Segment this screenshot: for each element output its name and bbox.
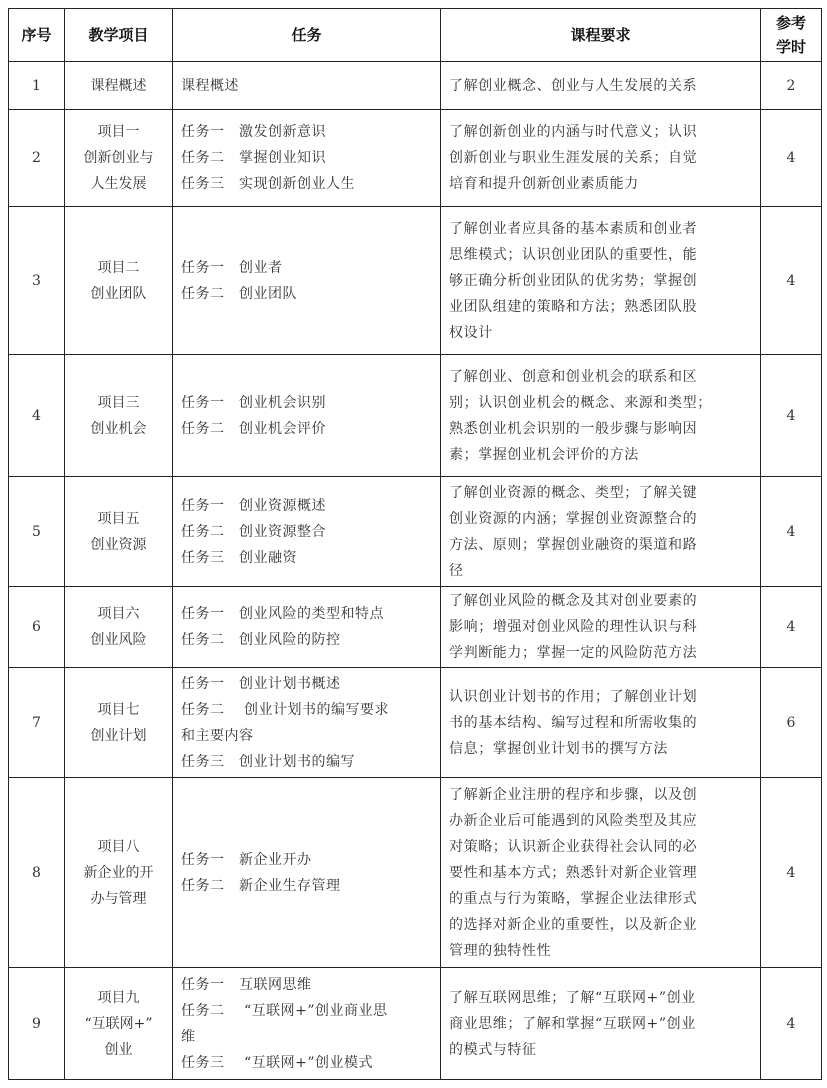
table-row [9,968,822,1080]
header-row [9,9,822,62]
row-number: 4 [9,355,65,477]
requirement-line: 学判断能力；掌握一定的风险防范方法 [449,645,698,661]
project-line: 创新创业与 [83,150,154,166]
project-cell [65,668,173,778]
task-line: 任务二 “互联网+”创业商业思 [181,1002,388,1019]
project-cell [65,477,173,587]
requirement-line: 思维模式；认识创业团队的重要性，能 [449,246,698,263]
requirements-cell [441,207,761,355]
hours-cell: 6 [761,668,822,778]
table-row [9,477,822,587]
requirement-line: 权设计 [449,324,493,341]
requirement-line: 了解互联网思维；了解“互联网+”创业 [449,989,696,1006]
requirement-line: 了解创业概念、创业与人生发展的关系 [449,77,698,94]
project-cell [65,110,173,207]
task-line: 任务三 创业融资 [181,549,297,566]
requirement-line: 了解创新创业的内涵与时代意义；认识 [449,124,698,140]
header-no: 序号 [9,9,65,62]
project-cell [65,778,173,968]
header-hours-label: 参考学时 [776,14,807,56]
requirement-line: 创业资源的内涵；掌握创业资源整合的 [449,510,698,527]
requirements-cell [441,477,761,587]
hours-cell: 4 [761,778,822,968]
header-project: 教学项目 [65,9,173,62]
requirement-line: 方法、原则；掌握创业融资的渠道和路 [449,536,698,553]
hours-cell: 4 [761,207,822,355]
tasks-cell [173,207,441,355]
requirement-line: 管理的独特性性 [449,942,552,959]
requirement-line: 素；掌握创业机会评价的方法 [449,446,639,463]
project-cell [65,207,173,355]
requirements-cell [441,62,761,110]
task-line: 任务一 激发创新意识 [181,124,326,140]
course-table [8,8,822,1080]
requirement-line: 够正确分析创业团队的优劣势；掌握创 [449,272,698,289]
task-line: 任务一 创业机会识别 [181,394,326,411]
table-row [9,355,822,477]
project-line: 课程概述 [90,77,147,94]
project-line: 新企业的开 [83,864,154,881]
requirements-cell [441,110,761,207]
row-number: 5 [9,477,65,587]
task-line: 任务一 新企业开办 [181,851,312,868]
project-line: 项目一 [97,124,140,140]
requirement-line: 商业思维；了解和掌握“互联网+”创业 [449,1015,696,1032]
project-cell [65,968,173,1080]
requirement-line: 影响；增强对创业风险的理性认识与科 [449,619,698,635]
project-line: 项目八 [97,838,140,855]
requirement-line: 的选择对新企业的重要性，以及新企业 [449,916,698,933]
row-number: 8 [9,778,65,968]
table-row [9,587,822,668]
task-line: 任务一 创业计划书概述 [181,675,341,692]
requirements-cell [441,668,761,778]
requirement-line: 的模式与特征 [449,1041,537,1058]
project-line: 项目二 [97,259,140,276]
table-row [9,110,822,207]
task-line: 任务一 创业资源概述 [181,497,326,514]
requirement-line: 要性和基本方式；熟悉针对新企业管理 [449,864,698,881]
tasks-cell [173,968,441,1080]
task-line: 任务一 创业者 [181,259,283,276]
row-number: 1 [9,62,65,110]
requirement-line: 业团队组建的策略和方法；熟悉团队股 [449,298,698,315]
task-line: 任务二 掌握创业知识 [181,150,326,166]
task-line: 任务二 创业资源整合 [181,523,326,540]
project-line: 项目六 [97,606,140,622]
project-line: 项目七 [97,701,140,718]
table-row [9,778,822,968]
header-requirements: 课程要求 [441,9,761,62]
requirement-line: 径 [449,562,464,579]
row-number: 2 [9,110,65,207]
project-cell [65,587,173,668]
task-line: 任务三 实现创新创业人生 [181,176,355,192]
requirement-line: 了解创业资源的概念、类型；了解关键 [449,484,698,501]
project-line: 办与管理 [90,890,147,907]
hours-cell: 2 [761,62,822,110]
task-line: 任务二 创业团队 [181,285,297,302]
requirement-line: 的重点与行为策略，掌握企业法律形式 [449,890,698,907]
tasks-cell [173,62,441,110]
project-line: 项目九 [97,989,140,1006]
tasks-cell [173,778,441,968]
requirement-line: 办新企业后可能遇到的风险类型及其应 [449,812,698,829]
task-line: 任务二 创业风险的防控 [181,632,341,648]
row-number: 6 [9,587,65,668]
requirement-line: 熟悉创业机会识别的一般步骤与影响因 [449,420,698,437]
task-line: 任务二 创业机会评价 [181,420,326,437]
task-line: 任务一 创业风险的类型和特点 [181,606,384,622]
requirements-cell [441,968,761,1080]
requirements-cell [441,778,761,968]
task-line: 任务三 创业计划书的编写 [181,753,355,770]
requirements-cell [441,355,761,477]
task-line: 任务一 互联网思维 [181,976,312,993]
project-line: “互联网+” [84,1015,153,1032]
requirement-line: 了解新企业注册的程序和步骤，以及创 [449,786,698,803]
task-line: 任务三 “互联网+”创业模式 [181,1054,373,1071]
project-line: 人生发展 [90,176,147,192]
project-line: 创业风险 [90,632,147,648]
tasks-cell [173,587,441,668]
requirement-line: 对策略；认识新企业获得社会认同的必 [449,838,698,855]
hours-cell: 4 [761,110,822,207]
requirement-line: 信息；掌握创业计划书的撰写方法 [449,740,668,757]
requirement-line: 创新创业与职业生涯发展的关系；自觉 [449,150,698,166]
hours-cell: 4 [761,968,822,1080]
table-row [9,668,822,778]
row-number: 3 [9,207,65,355]
hours-cell: 4 [761,477,822,587]
project-cell [65,62,173,110]
requirement-line: 书的基本结构、编写过程和所需收集的 [449,714,698,731]
requirement-line: 别；认识创业机会的概念、来源和类型； [449,394,712,411]
requirement-line: 了解创业、创意和创业机会的联系和区 [449,368,698,385]
project-line: 项目五 [97,510,140,527]
task-line: 维 [181,1028,196,1045]
project-line: 创业团队 [90,285,147,302]
table-row [9,207,822,355]
task-line: 课程概述 [181,77,239,94]
hours-cell: 4 [761,355,822,477]
task-line: 任务二 创业计划书的编写要求 [181,701,389,718]
row-number: 7 [9,668,65,778]
requirement-line: 了解创业者应具备的基本素质和创业者 [449,220,698,237]
task-line: 和主要内容 [181,727,254,744]
project-line: 项目三 [97,394,140,411]
requirements-cell [441,587,761,668]
project-cell [65,355,173,477]
hours-cell: 4 [761,587,822,668]
tasks-cell [173,355,441,477]
requirement-line: 培育和提升创新创业素质能力 [449,176,639,192]
tasks-cell [173,110,441,207]
project-line: 创业计划 [90,727,147,744]
header-tasks: 任务 [173,9,441,62]
tasks-cell [173,477,441,587]
project-line: 创业 [104,1041,133,1058]
row-number: 9 [9,968,65,1080]
requirement-line: 了解创业风险的概念及其对创业要素的 [449,593,698,609]
project-line: 创业机会 [90,420,147,437]
requirement-line: 认识创业计划书的作用；了解创业计划 [449,688,698,705]
table-row [9,62,822,110]
task-line: 任务二 新企业生存管理 [181,877,341,894]
project-line: 创业资源 [90,536,147,553]
header-hours [761,9,822,62]
tasks-cell [173,668,441,778]
